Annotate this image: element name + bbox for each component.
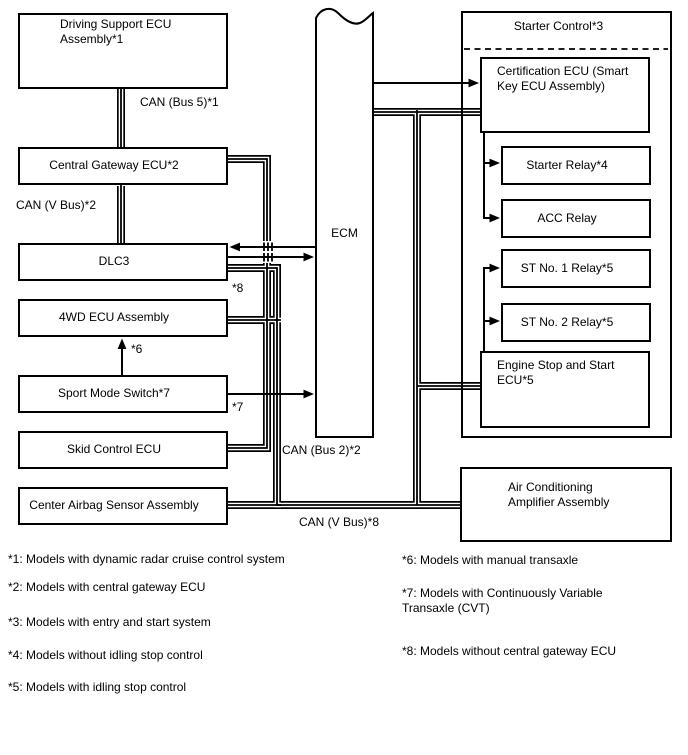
starter-control-title: Starter Control*3: [513, 19, 604, 33]
bus-crossing-ticks: [264, 243, 272, 262]
node-certification-ecu: Certification ECU (Smart Key ECU Assembly): [480, 57, 650, 133]
signal-lines: [122, 83, 490, 394]
node-ac-amplifier: Air Conditioning Amplifier Assembly: [460, 467, 672, 542]
label-ref7: *7: [232, 400, 244, 414]
node-st-no1-relay: ST No. 1 Relay*5: [501, 249, 651, 288]
footnote-3: *3: Models with entry and start system: [8, 615, 211, 629]
footnote-5: *5: Models with idling stop control: [8, 680, 187, 694]
node-driving-support-ecu: Driving Support ECU Assembly*1: [18, 13, 228, 89]
label-can-bus5: CAN (Bus 5)*1: [140, 95, 219, 109]
node-skid-control-ecu: Skid Control ECU: [18, 431, 228, 469]
node-4wd-ecu: 4WD ECU Assembly: [18, 299, 228, 337]
label-can-vbus8: CAN (V Bus)*8: [299, 515, 380, 529]
node-acc-relay: ACC Relay: [501, 199, 651, 238]
node-ecm-shape: [312, 4, 378, 440]
node-engine-stop-start-ecu: Engine Stop and Start ECU*5: [480, 351, 650, 428]
arrowhead-icons: [118, 79, 500, 399]
node-center-airbag-sensor: Center Airbag Sensor Assembly: [18, 487, 228, 525]
arrow-ecm-to-dlc3-icon: [230, 243, 241, 252]
label-ref6: *6: [131, 342, 143, 356]
node-sport-mode-switch: Sport Mode Switch*7: [18, 375, 228, 413]
node-st-no2-relay: ST No. 2 Relay*5: [501, 303, 651, 342]
node-ecm-label: ECM: [331, 226, 358, 240]
node-starter-relay: Starter Relay*4: [501, 146, 651, 185]
footnote-6: *6: Models with manual transaxle: [402, 553, 579, 567]
footnote-1: *1: Models with dynamic radar cruise control system: [8, 552, 285, 566]
label-can-bus2: CAN (Bus 2)*2: [282, 443, 361, 457]
node-central-gateway-ecu: Central Gateway ECU*2: [18, 147, 228, 185]
label-can-vbus2: CAN (V Bus)*2: [16, 198, 97, 212]
footnote-4: *4: Models without idling stop control: [8, 648, 203, 662]
footnote-2: *2: Models with central gateway ECU: [8, 580, 206, 594]
node-dlc3: DLC3: [18, 243, 228, 281]
footnote-7: *7: Models with Continuously Variable Transaxle (CVT): [402, 586, 603, 615]
label-ref8: *8: [232, 281, 244, 295]
arrow-sportmode-to-4wd-icon: [118, 339, 127, 350]
footnote-8: *8: Models without central gateway ECU: [402, 644, 617, 658]
